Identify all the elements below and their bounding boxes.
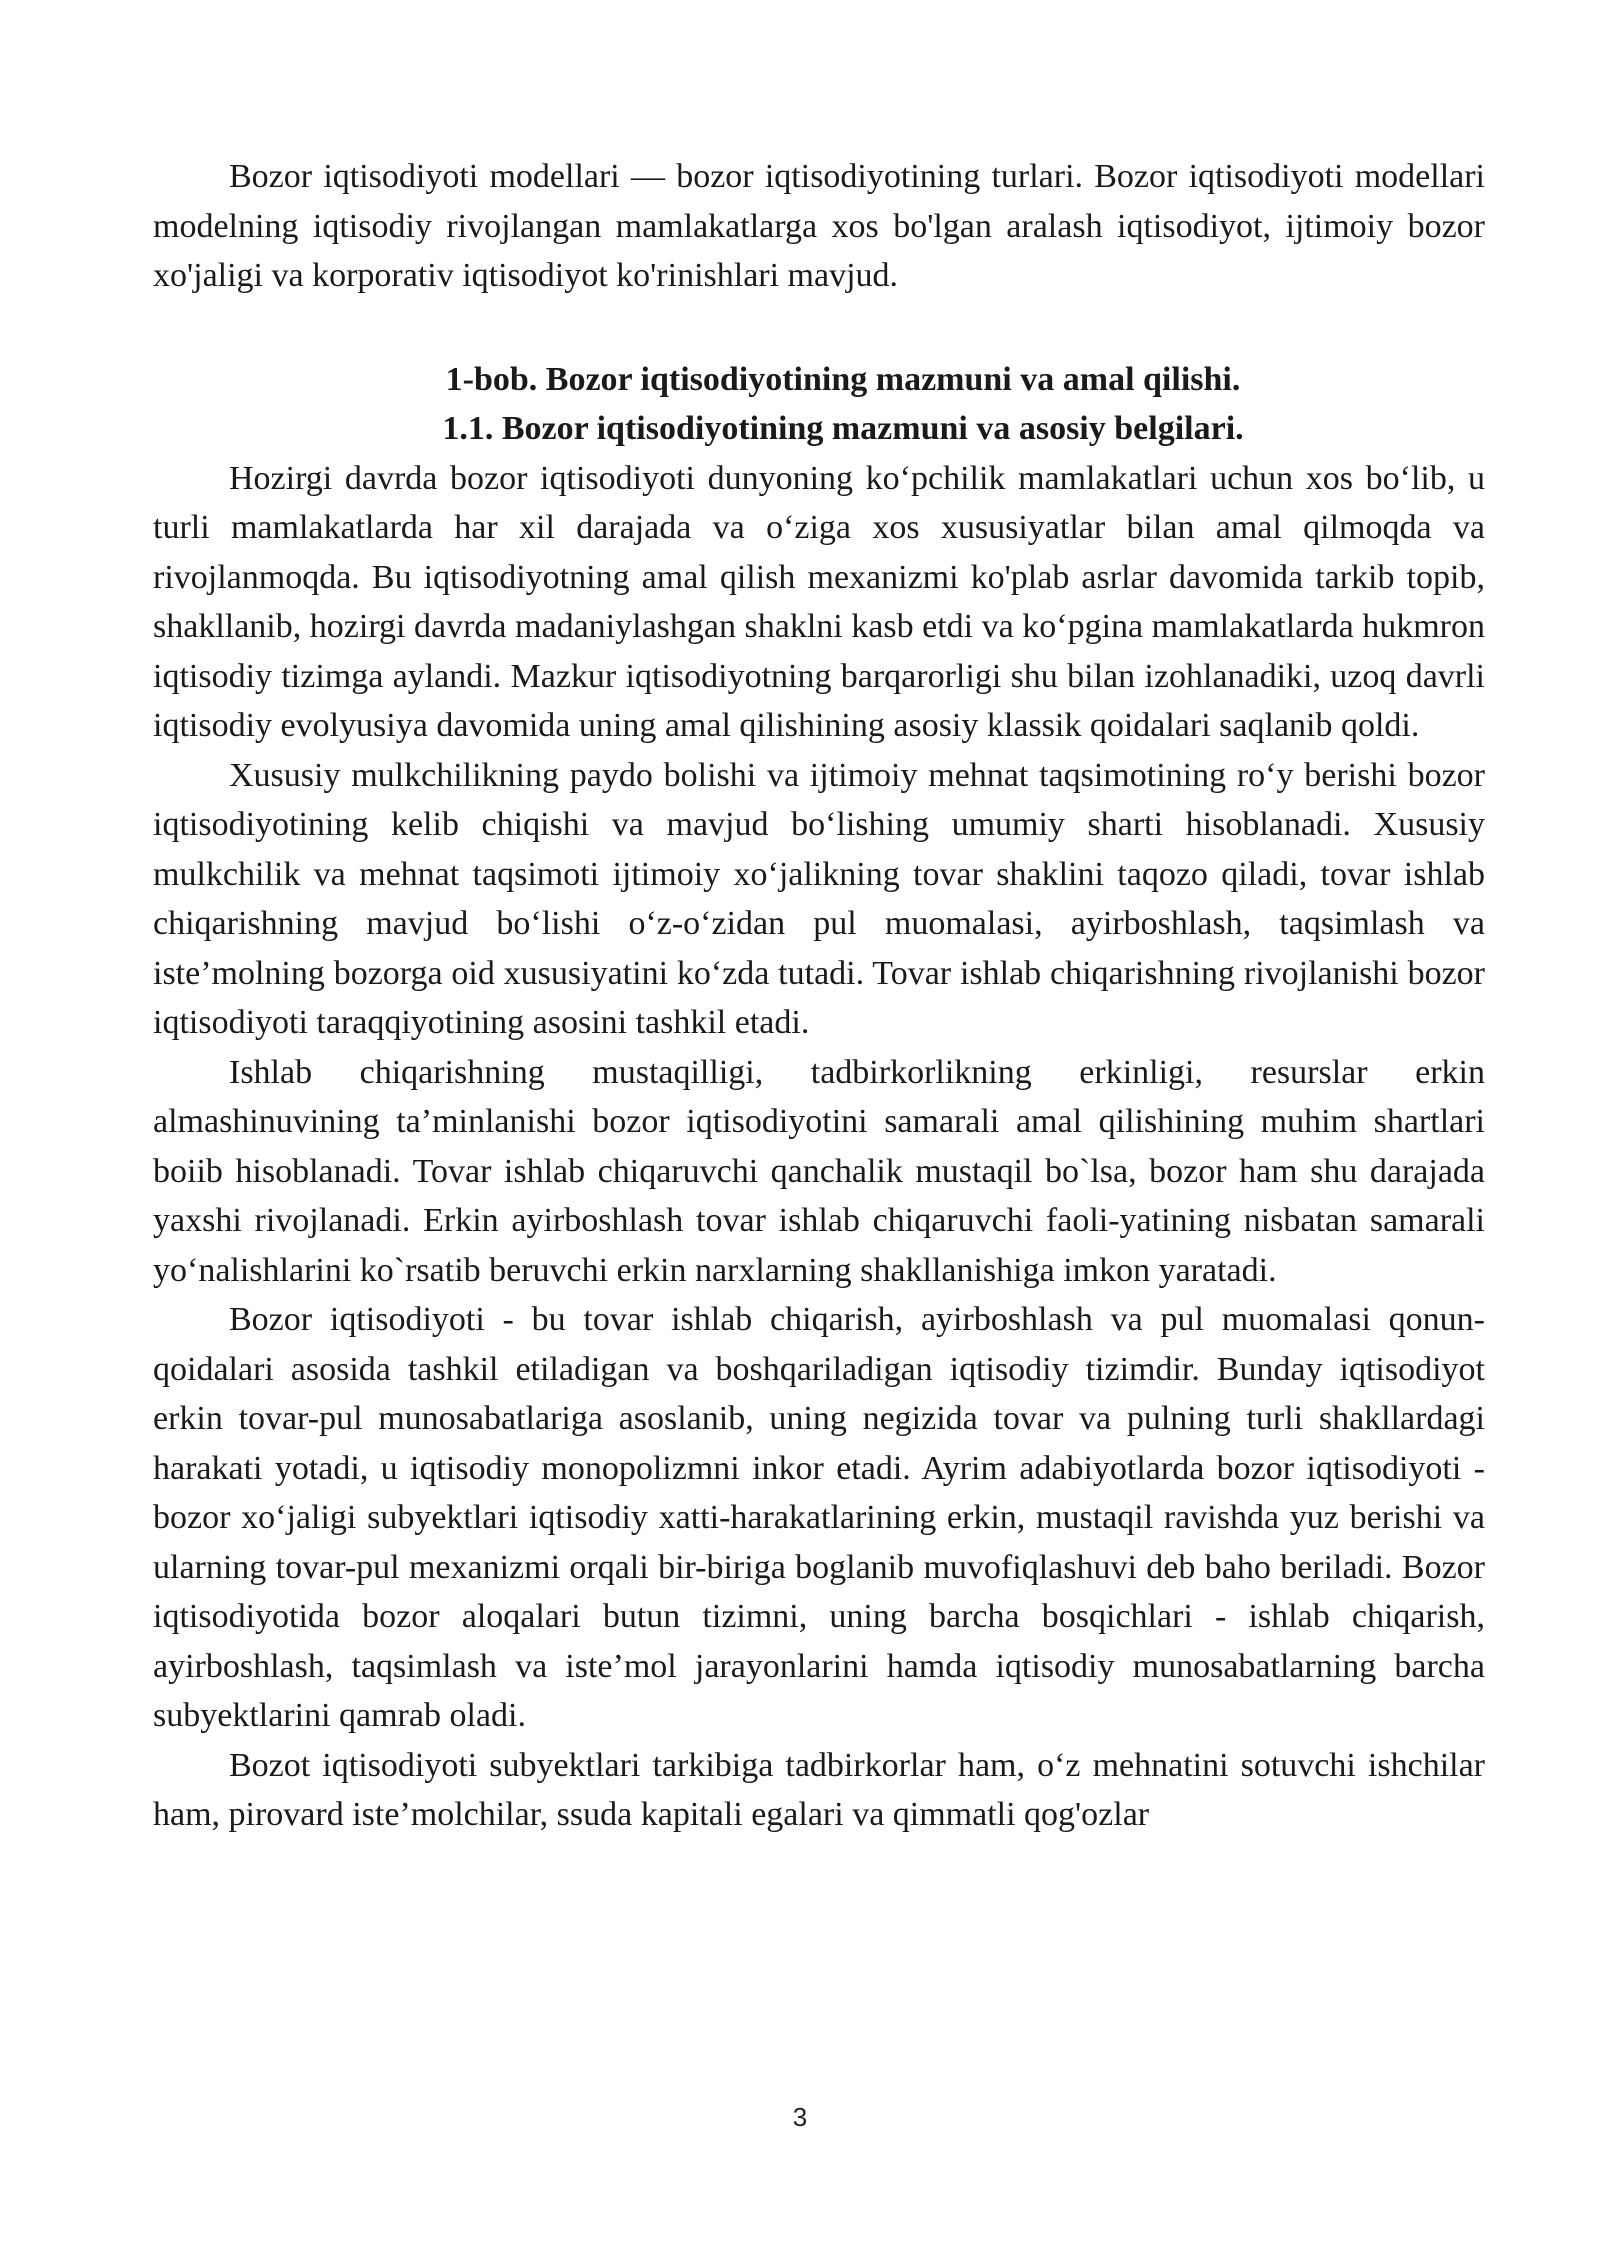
body-paragraph-4: Bozor iqtisodiyoti - bu tovar ishlab chiqarish, ayirboshlash va pul muomalasi qonun-qoidalari asosida tashkil etiladigan va boshqariladigan iqtisodiy tizimdir. Bunday iqtisodiyot erkin tovar-pul munosabatlariga asoslanib, uning negizida tovar va pulning turli shakllardagi harakati yotadi, u iqtisodiy monopolizmni inkor etadi. Ayrim adabiyotlarda bozor iqtisodiyoti - bozor xo‘jaligi subyektlari iqtisodiy xatti-harakatlarining erkin, mustaqil ravishda yuz berishi va ularning tovar-pul mexanizmi orqali bir-biriga boglanib muvofiqlashuvi deb baho beriladi. Bozor iqtisodiyotida bozor aloqalari butun tizimni, uning barcha bosqichlari - ishlab chiqarish, ayirboshlash, taqsimlash va iste’mol jarayonlarini hamda iqtisodiy munosabatlarning barcha subyektlarini qamrab oladi. bbox=[153, 1301, 1485, 1734]
page-number: 3 bbox=[792, 2102, 808, 2132]
body-paragraph-1: Hozirgi davrda bozor iqtisodiyoti dunyoning ko‘pchilik mamlakatlari uchun xos bo‘lib, u turli mamlakatlarda har xil darajada va o‘ziga xos xususiyatlar bilan amal qilmoqda va rivojlanmoqda. Bu iqtisodiyotning amal qilish mexanizmi ko'plab asrlar davomida tarkib topib, shakllanib, hozirgi davrda madaniylashgan shaklni kasb etdi va ko‘pgina mamlakatlarda hukmron iqtisodiy tizimga aylandi. Mazkur iqtisodiyotning barqarorligi shu bilan izohlanadiki, uzoq davrli iqtisodiy evolyusiya davomida uning amal qilishining asosiy klassik qoidalari saqlanib qoldi. bbox=[153, 459, 1485, 744]
body-paragraph-3: Ishlab chiqarishning mustaqilligi, tadbirkorlikning erkinligi, resurslar erkin almashinuvining ta’minlanishi bozor iqtisodiyotini samarali amal qilishining muhim shartlari boiib hisoblanadi. Tovar ishlab chiqaruvchi qanchalik mustaqil bo`lsa, bozor ham shu darajada yaxshi rivojlanadi. Erkin ayirboshlash tovar ishlab chiqaruvchi faoli-yatining nisbatan samarali yo‘nalishlarini ko`rsatib beruvchi erkin narxlarning shakllanishiga imkon yaratadi. bbox=[153, 1053, 1485, 1289]
section-heading: 1.1. Bozor iqtisodiyotining mazmuni va asosiy belgilari. bbox=[442, 410, 1244, 447]
section-spacer bbox=[153, 301, 1485, 355]
intro-paragraph: Bozor iqtisodiyoti modellari — bozor iqtisodiyotining turlari. Bozor iqtisodiyoti modellari modelning iqtisodiy rivojlangan mamlakatlarga xos bo'lgan aralash iqtisodiyot, ijtimoiy bozor xo'jaligi va korporativ iqtisodiyot ko'rinishlari mavjud. bbox=[153, 158, 1485, 294]
page-body bbox=[153, 152, 1485, 1840]
body-paragraph-2: Xususiy mulkchilikning paydo bolishi va ijtimoiy mehnat taqsimotining ro‘y berishi bozor iqtisodiyotining kelib chiqishi va mavjud bo‘lishing umumiy sharti hisoblanadi. Xususiy mulkchilik va mehnat taqsimoti ijtimoiy xo‘jalikning tovar shaklini taqozo qiladi, tovar ishlab chiqarishning mavjud bo‘lishi o‘z-o‘zidan pul muomalasi, ayirboshlash, taqsimlash va iste’molning bozorga oid xususiyatini ko‘zda tutadi. Tovar ishlab chiqarishning rivojlanishi bozor iqtisodiyoti taraqqiyotining asosini tashkil etadi. bbox=[153, 756, 1485, 1041]
body-paragraph-5: Bozot iqtisodiyoti subyektlari tarkibiga tadbirkorlar ham, o‘z mehnatini sotuvchi ishchilar ham, pirovard iste’molchilar, ssuda kapitali egalari va qimmatli qog'ozlar bbox=[153, 1746, 1485, 1833]
chapter-heading: 1-bob. Bozor iqtisodiyotining mazmuni va amal qilishi. bbox=[445, 360, 1241, 398]
